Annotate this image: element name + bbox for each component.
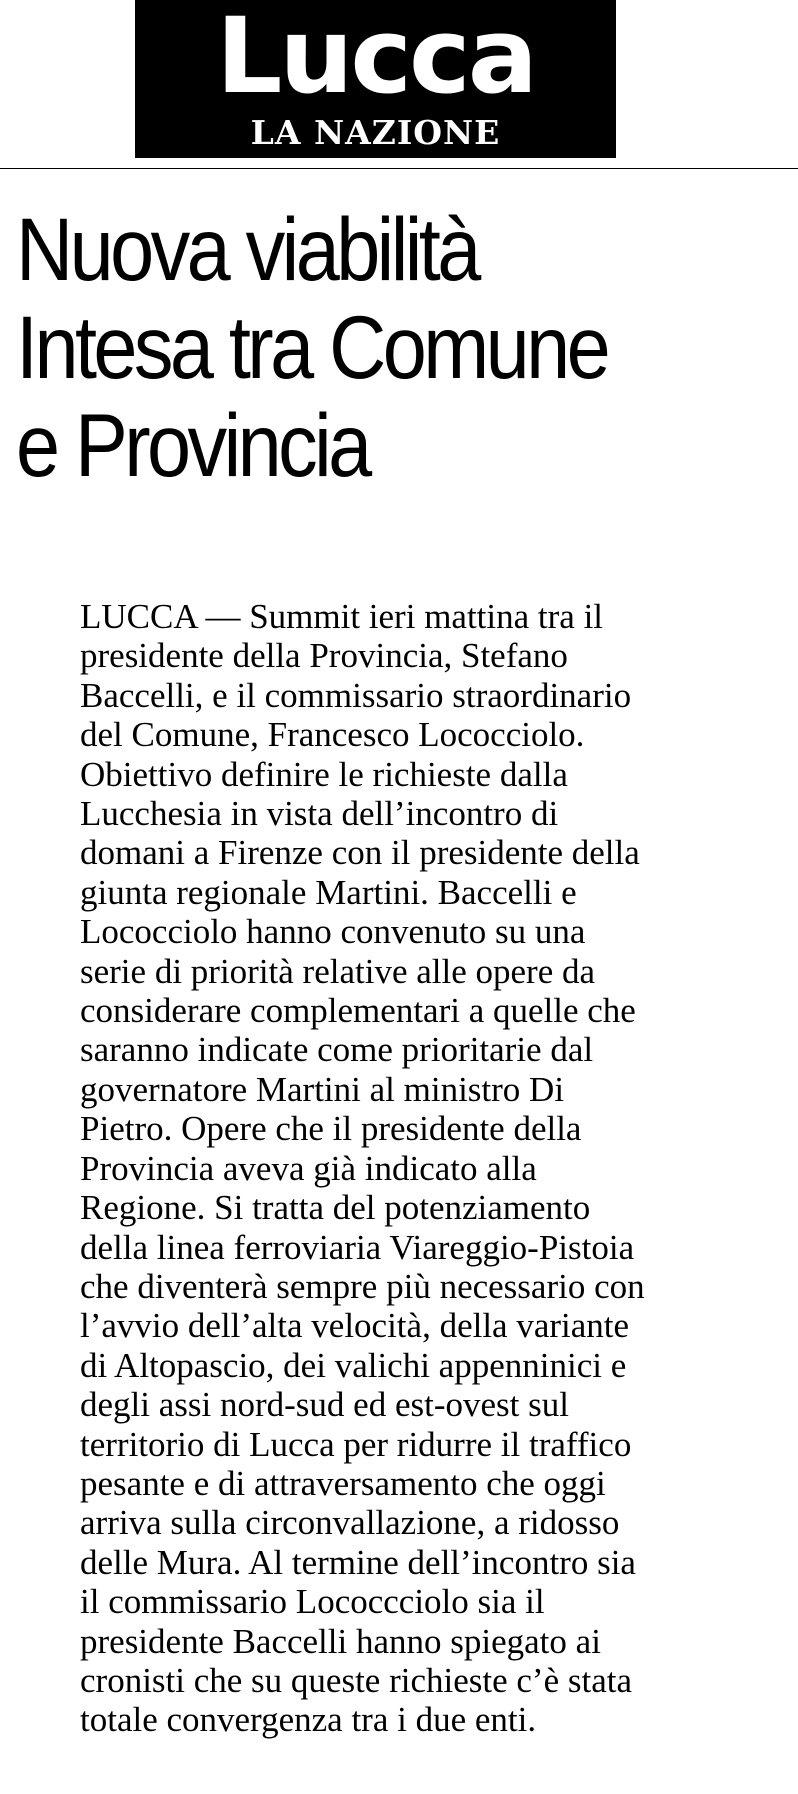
body-line: del Comune, Francesco Lococciolo. [80,715,585,755]
masthead-divider [0,168,798,169]
body-line: territorio di Lucca per ridurre il traffico [80,1424,632,1464]
body-line: Lococciolo hanno convenuto su una [80,912,586,952]
body-line: Provincia aveva già indicato alla [80,1148,537,1188]
article-body [80,597,780,1740]
body-line: governatore Martini al ministro Di [80,1069,565,1109]
body-line: delle Mura. Al termine dell’incontro sia [80,1542,636,1582]
body-line: Lucchesia in vista dell’incontro di [80,794,559,834]
body-line: saranno indicate come prioritarie dal [80,1030,594,1070]
headline-line: e Provincia [16,395,369,495]
body-line: presidente Baccelli hanno spiegato ai [80,1621,601,1661]
body-line: arriva sulla circonvallazione, a ridosso [80,1503,620,1543]
masthead-paper-name: LA NAZIONE [250,113,501,152]
body-line: che diventerà sempre più necessario con [80,1266,645,1306]
masthead-city: Lucca [216,0,535,117]
body-line: Regione. Si tratta del potenziamento [80,1188,591,1228]
body-line: domani a Firenze con il presidente della [80,833,640,873]
headline-line: Intesa tra Comune [16,297,608,397]
body-line: giunta regionale Martini. Baccelli e [80,872,577,912]
article-headline [16,200,706,494]
body-line: pesante e di attraversamento che oggi [80,1463,606,1503]
body-line: della linea ferroviaria Viareggio-Pistoia [80,1227,635,1267]
body-line: considerare complementari a quelle che [80,991,636,1031]
headline-line: Nuova viabilità [16,199,478,299]
body-line: di Altopascio, dei valichi appenninici e [80,1345,627,1385]
body-line: presidente della Provincia, Stefano [80,636,568,676]
body-line: Baccelli, e il commissario straordinario [80,675,632,715]
masthead-logo [135,0,616,158]
body-line: il commissario Lococcciolo sia il [80,1582,545,1622]
body-line: degli assi nord-sud ed est-ovest sul [80,1385,569,1425]
body-line: totale convergenza tra i due enti. [80,1700,537,1740]
body-line: Pietro. Opere che il presidente della [80,1109,582,1149]
body-line: serie di priorità relative alle opere da [80,951,596,991]
body-line: l’avvio dell’alta velocità, della variante [80,1306,630,1346]
body-line: LUCCA — Summit ieri mattina tra il [80,597,604,636]
body-line: cronisti che su queste richieste c’è stata [80,1660,633,1700]
body-line: Obiettivo definire le richieste dalla [80,754,568,794]
